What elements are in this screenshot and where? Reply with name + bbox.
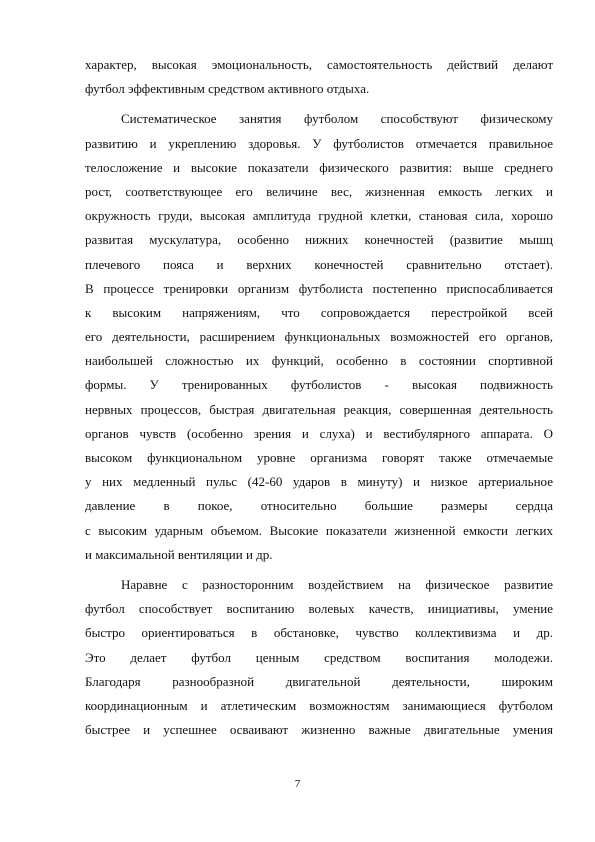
text-line: характер, высокая эмоциональность, самостоятельность действий делают [85, 57, 553, 72]
text-line: Благодаря разнообразной двигательной деятельности, широким [85, 673, 553, 689]
text-line: и максимальной вентиляции и др. [85, 546, 273, 562]
text-line: В процессе тренировки организм футболиста постепенно приспосабливается [85, 280, 553, 296]
text-line: быстро ориентироваться в обстановке, чувство коллективизма и др. [85, 625, 553, 641]
text-line: органов чувств (особенно зрения и слуха) и вестибулярного аппарата. О [85, 425, 553, 441]
text-line: футбол способствует воспитанию волевых качеств, инициативы, умение [85, 601, 553, 617]
paragraph-3 [85, 573, 553, 742]
text-line: нервных процессов, быстрая двигательная реакция, совершенная деятельность [85, 401, 553, 417]
text-line: формы. У тренированных футболистов - высокая подвижность [85, 377, 553, 393]
text-line: Наравне с разносторонним воздействием на физическое развитие [121, 576, 553, 592]
text-line: координационным и атлетическим возможностям занимающиеся футболом [85, 697, 553, 713]
text-line: Это делает футбол ценным средством воспитания молодежи. [85, 649, 553, 665]
page-number: 7 [294, 778, 301, 790]
paragraph-1 [85, 53, 553, 101]
text-line: быстрее и успешнее осваивают жизненно важные двигательные умения [85, 722, 553, 738]
text-line: футбол эффективным средством активного отдыха. [85, 81, 370, 97]
text-line: Систематическое занятия футболом способствуют физическому [121, 111, 553, 127]
text-line: телосложение и высокие показатели физического развития: выше среднего [85, 159, 553, 175]
text-line: плечевого пояса и верхних конечностей сравнительно отстает). [85, 256, 553, 272]
text-line: его деятельности, расширением функциональных возможностей его органов, [85, 329, 553, 345]
text-line: развитию и укреплению здоровья. У футболистов отмечается правильное [85, 135, 553, 151]
text-line: к высоким напряжениям, что сопровождается перестройкой всей [85, 304, 553, 320]
text-line: рост, соответствующее его величине вес, жизненная емкость легких и [85, 183, 553, 199]
text-line: с высоким ударным объемом. Высокие показатели жизненной емкости легких [85, 522, 553, 538]
text-line: у них медленный пульс (42-60 ударов в минуту) и низкое артериальное [85, 474, 553, 490]
body-text [85, 53, 553, 742]
text-line: наибольшей сложностью их функций, особенно в состоянии спортивной [85, 353, 553, 369]
text-line: развитая мускулатура, особенно нижних конечностей (развитие мышц [85, 232, 553, 248]
paragraph-2 [85, 107, 553, 567]
text-line: окружность груди, высокая амплитуда грудной клетки, становая сила, хорошо [85, 208, 553, 224]
text-line: высоком функциональном уровне организма говорят также отмечаемые [85, 450, 553, 465]
text-line: давление в покое, относительно большие размеры сердца [85, 498, 553, 514]
